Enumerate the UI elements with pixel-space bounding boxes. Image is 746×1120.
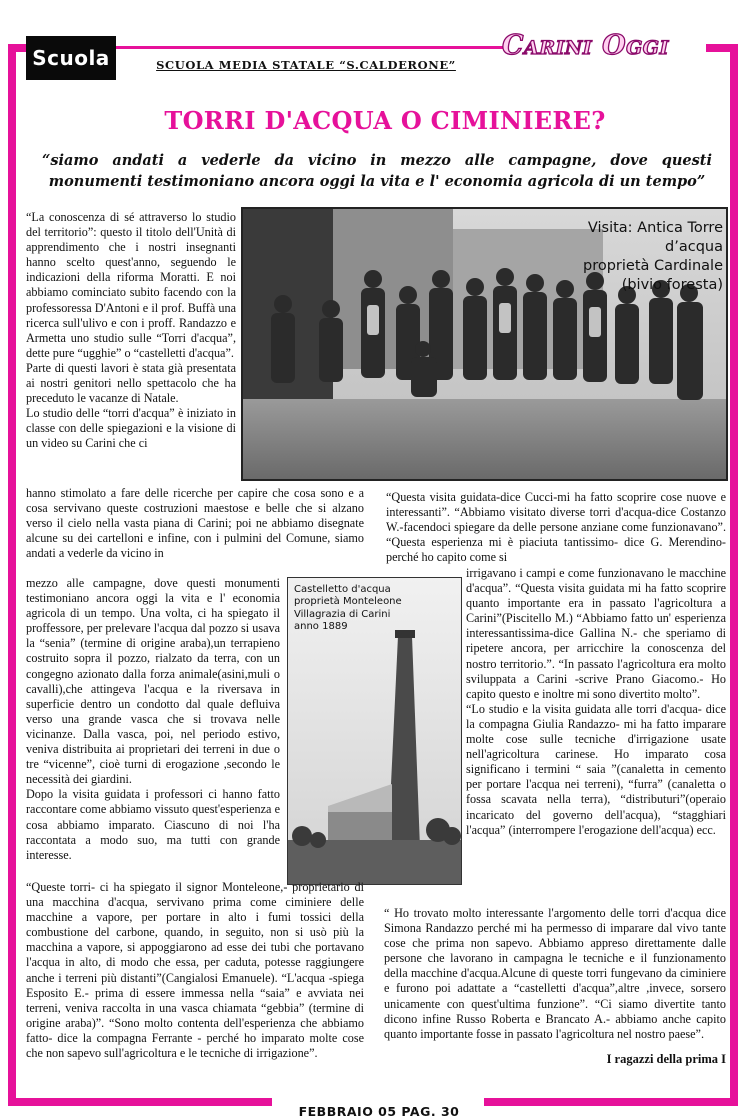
paragraph: “Lo studio e la visita guidata alle torri d'acqua- dice la compagna Giulia Randazzo- mi ha fatto imparare molte cose sulle tecniche d'irrigazione usate nell'agricoltura carinese. Ho imparato cosa significano i termini “ saia ”(canaletta in cemento per portare l'acqua nei terreni), “furra” (canaletta o fossa scavata nella terra), “distributuri”(operaio incaricato del governo dell'acqua), “stagghiari l'acqua” (interrompere l'erogazione dell'acqua) ecc. — [466, 701, 726, 837]
article-column-left-middle — [26, 576, 280, 863]
frame-bottom-left-border — [8, 1098, 272, 1106]
paragraph: mezzo alle campagne, dove questi monumenti testimoniano ancora oggi la vita e l' economia agricola di un tempo. Una volta, ci ha spiegato il proffessore, per prelevare l'acqua dal pozzo si usava la “senia” (termine di origine araba),un terrapieno costruito sopra il pozzo, rialzato da terra, con un congegno azionato dalla forza animale(asini,muli o cavalli),che attingeva l'acqua e la riversava in superficie dentro un condotto dal quale defluiva verso una grande vasca che si trovava nelle vicinanze. Dalla vasca, poi, nel periodo estivo, veniva distribuita ai proprietari dei terreni in due o tre “vicenne”, cioè turni di erogazione ,secondo le necessità dei giardini. — [26, 576, 280, 787]
frame-bottom-right-border — [484, 1098, 738, 1106]
group-photo-caption-line-1: Visita: Antica Torre d’acqua — [587, 220, 723, 255]
group-photo — [241, 207, 728, 481]
article-column-right-middle — [466, 566, 726, 838]
group-photo-caption-line-2: proprietà Cardinale (bivio foresta) — [583, 258, 723, 293]
paragraph: Dopo la visita guidata i professori ci hanno fatto raccontare come abbiamo vissuto quest'esperienza e cosa abbiamo imparato. Ciascuno di noi l'ha raccontata a modo suo, ma tutti con grande interesse. — [26, 787, 280, 862]
paragraph: Lo studio delle “torri d'acqua” è iniziato in classe con delle spiegazioni e la visione di un video su Carini che ci — [26, 406, 236, 451]
frame-right-border — [730, 44, 738, 1106]
paragraph: hanno stimolato a fare delle ricerche per capire che cosa sono e a cosa servivano queste costruzioni maestose e belle che si alzano verso il cielo nella vasta piana di Carini; poi ne abbiamo disegnate alcune su dei cartelloni e infine, con i pulmini del Comune, siamo andati a vederle da vicino in — [26, 486, 364, 561]
tower-caption-line-4: anno 1889 — [294, 621, 348, 633]
paragraph: irrigavano i campi e come funzionavano le macchine d'acqua”. “Questa visita guidata mi ha fatto scoprire quanto importante era in passato l'agricoltura a Carini”(Piscitello M.) “Abbiamo fatto un' esperienza interessantissima-dice Gallina N.- che speriamo di ripetere ancora, per arricchire la conoscenza del nostro territorio.”. “In passato l'agricoltura era molto sviluppata a Carini -scrive Prano Giacomo.- Ho capito questo e inoltre mi sono divertito molto”. — [466, 566, 726, 701]
tower-caption-line-3: Villagrazia di Carini — [294, 608, 391, 620]
frame-top-right-border — [706, 44, 738, 52]
masthead-title: Carini Oggi — [502, 30, 669, 61]
article-column-left-bottom — [26, 880, 364, 1061]
tower-photo — [287, 577, 462, 885]
article-column-right-top — [386, 490, 726, 565]
group-photo-caption — [543, 219, 723, 295]
paragraph: “Questa visita guidata-dice Cucci-mi ha fatto scoprire cose nuove e interessanti”. “Abbiamo visitato diverse torri d'acqua-dice Costanzo W.-facendoci spiegare da delle persone anziane come funzionavano”. “Questa esperienza mi è piaciuta tantissimo- dice G. Merendino-perché ho capito come si — [386, 490, 726, 565]
tower-caption-line-1: Castelletto d'acqua — [294, 584, 391, 595]
article-column-right-bottom — [384, 906, 726, 1042]
page-footer: FEBBRAIO 05 PAG. 30 — [298, 1104, 460, 1119]
header-rule — [116, 46, 508, 49]
paragraph: “Queste torri- ci ha spiegato il signor Monteleone,- proprietario di una macchina d'acqua, servivano prima come ciminiere delle macchine a vapore, per portare in alto i fumi tossici della combustione del carbone, quando, in seguito, non si usò più la macchina a vapore, si appoggiarono ad esse dei tubi che portavano l'acqua in alto, di modo che essa, per caduta, potesse raggiungere anche i terreni più distanti”(Cangialosi Emanuele). “L'acqua -spiega Esposito E.- prima di essere immessa nella “saia” e avviata nei terreni, veniva raccolta in una vasca chiamata “gebbia” (termine di origine araba)”. “Sono molto contenta dell'esperienza che abbiamo fatto- dice la compagna Ferrante - perché ho imparato molte cose che non sapevo sull'agricoltura e le tecniche di irrigazione”. — [26, 880, 364, 1061]
article-subhead: “siamo andati a vederle da vicino in mezzo alle campagne, dove questi monumenti testimoniano ancora oggi la vita e l' economia agricola di un tempo” — [42, 152, 712, 190]
article-column-left-top — [26, 210, 236, 452]
tower-photo-caption — [294, 584, 454, 634]
paragraph: Parte di questi lavori è stata già presentata ai nostri genitori nello spettacolo che ha preceduto le vacanze di Natale. — [26, 360, 236, 406]
tower-caption-line-2: proprietà Monteleone — [294, 596, 402, 608]
paragraph: “ Ho trovato molto interessante l'argomento delle torri d'acqua dice Simona Randazzo perché mi ha permesso di imparare dal vivo tante cose che prima non sapevo. Abbiamo appreso direttamente dalle persone che lavorano in campagna le tecniche e il funzionamento della macchine d'acqua.Alcune di queste torri fungevano da ciminiere e furono poi adattate a “castelletti d'acqua”,altre ,invece, sorsero unicamente con quest'ultima funzione”. “Ci siamo divertite tanto dicono infine Russo Roberta e Brancato A.- abbiamo anche capito quanto importante fosse in passato l'agricoltura nel nostro paese”. — [384, 906, 726, 1041]
masthead-logo — [502, 30, 700, 76]
article-signature: I ragazzi della prima I — [606, 1052, 726, 1066]
frame-left-border — [8, 44, 16, 1106]
article-headline: TORRI D'ACQUA O CIMINIERE? — [164, 106, 606, 135]
section-tab: Scuola — [26, 36, 116, 80]
school-name: SCUOLA MEDIA STATALE “S.CALDERONE” — [156, 58, 456, 72]
article-column-wide — [26, 486, 364, 561]
paragraph: “La conoscenza di sé attraverso lo studio del territorio”: questo il titolo dell'Unità di apprendimento che i nostri insegnanti hanno scelto quest'anno, seguendo le indicazioni della riforma Moratti. E noi abbiamo cominciato subito facendo con la professoressa D'Antoni e il prof. Buffà una ricerca sull'ulivo e con i proff. Randazzo e Armetta uno studio sulle “Torri d'acqua”, dette pure “ugghie” o “castelletti d'acqua”. — [26, 210, 236, 360]
